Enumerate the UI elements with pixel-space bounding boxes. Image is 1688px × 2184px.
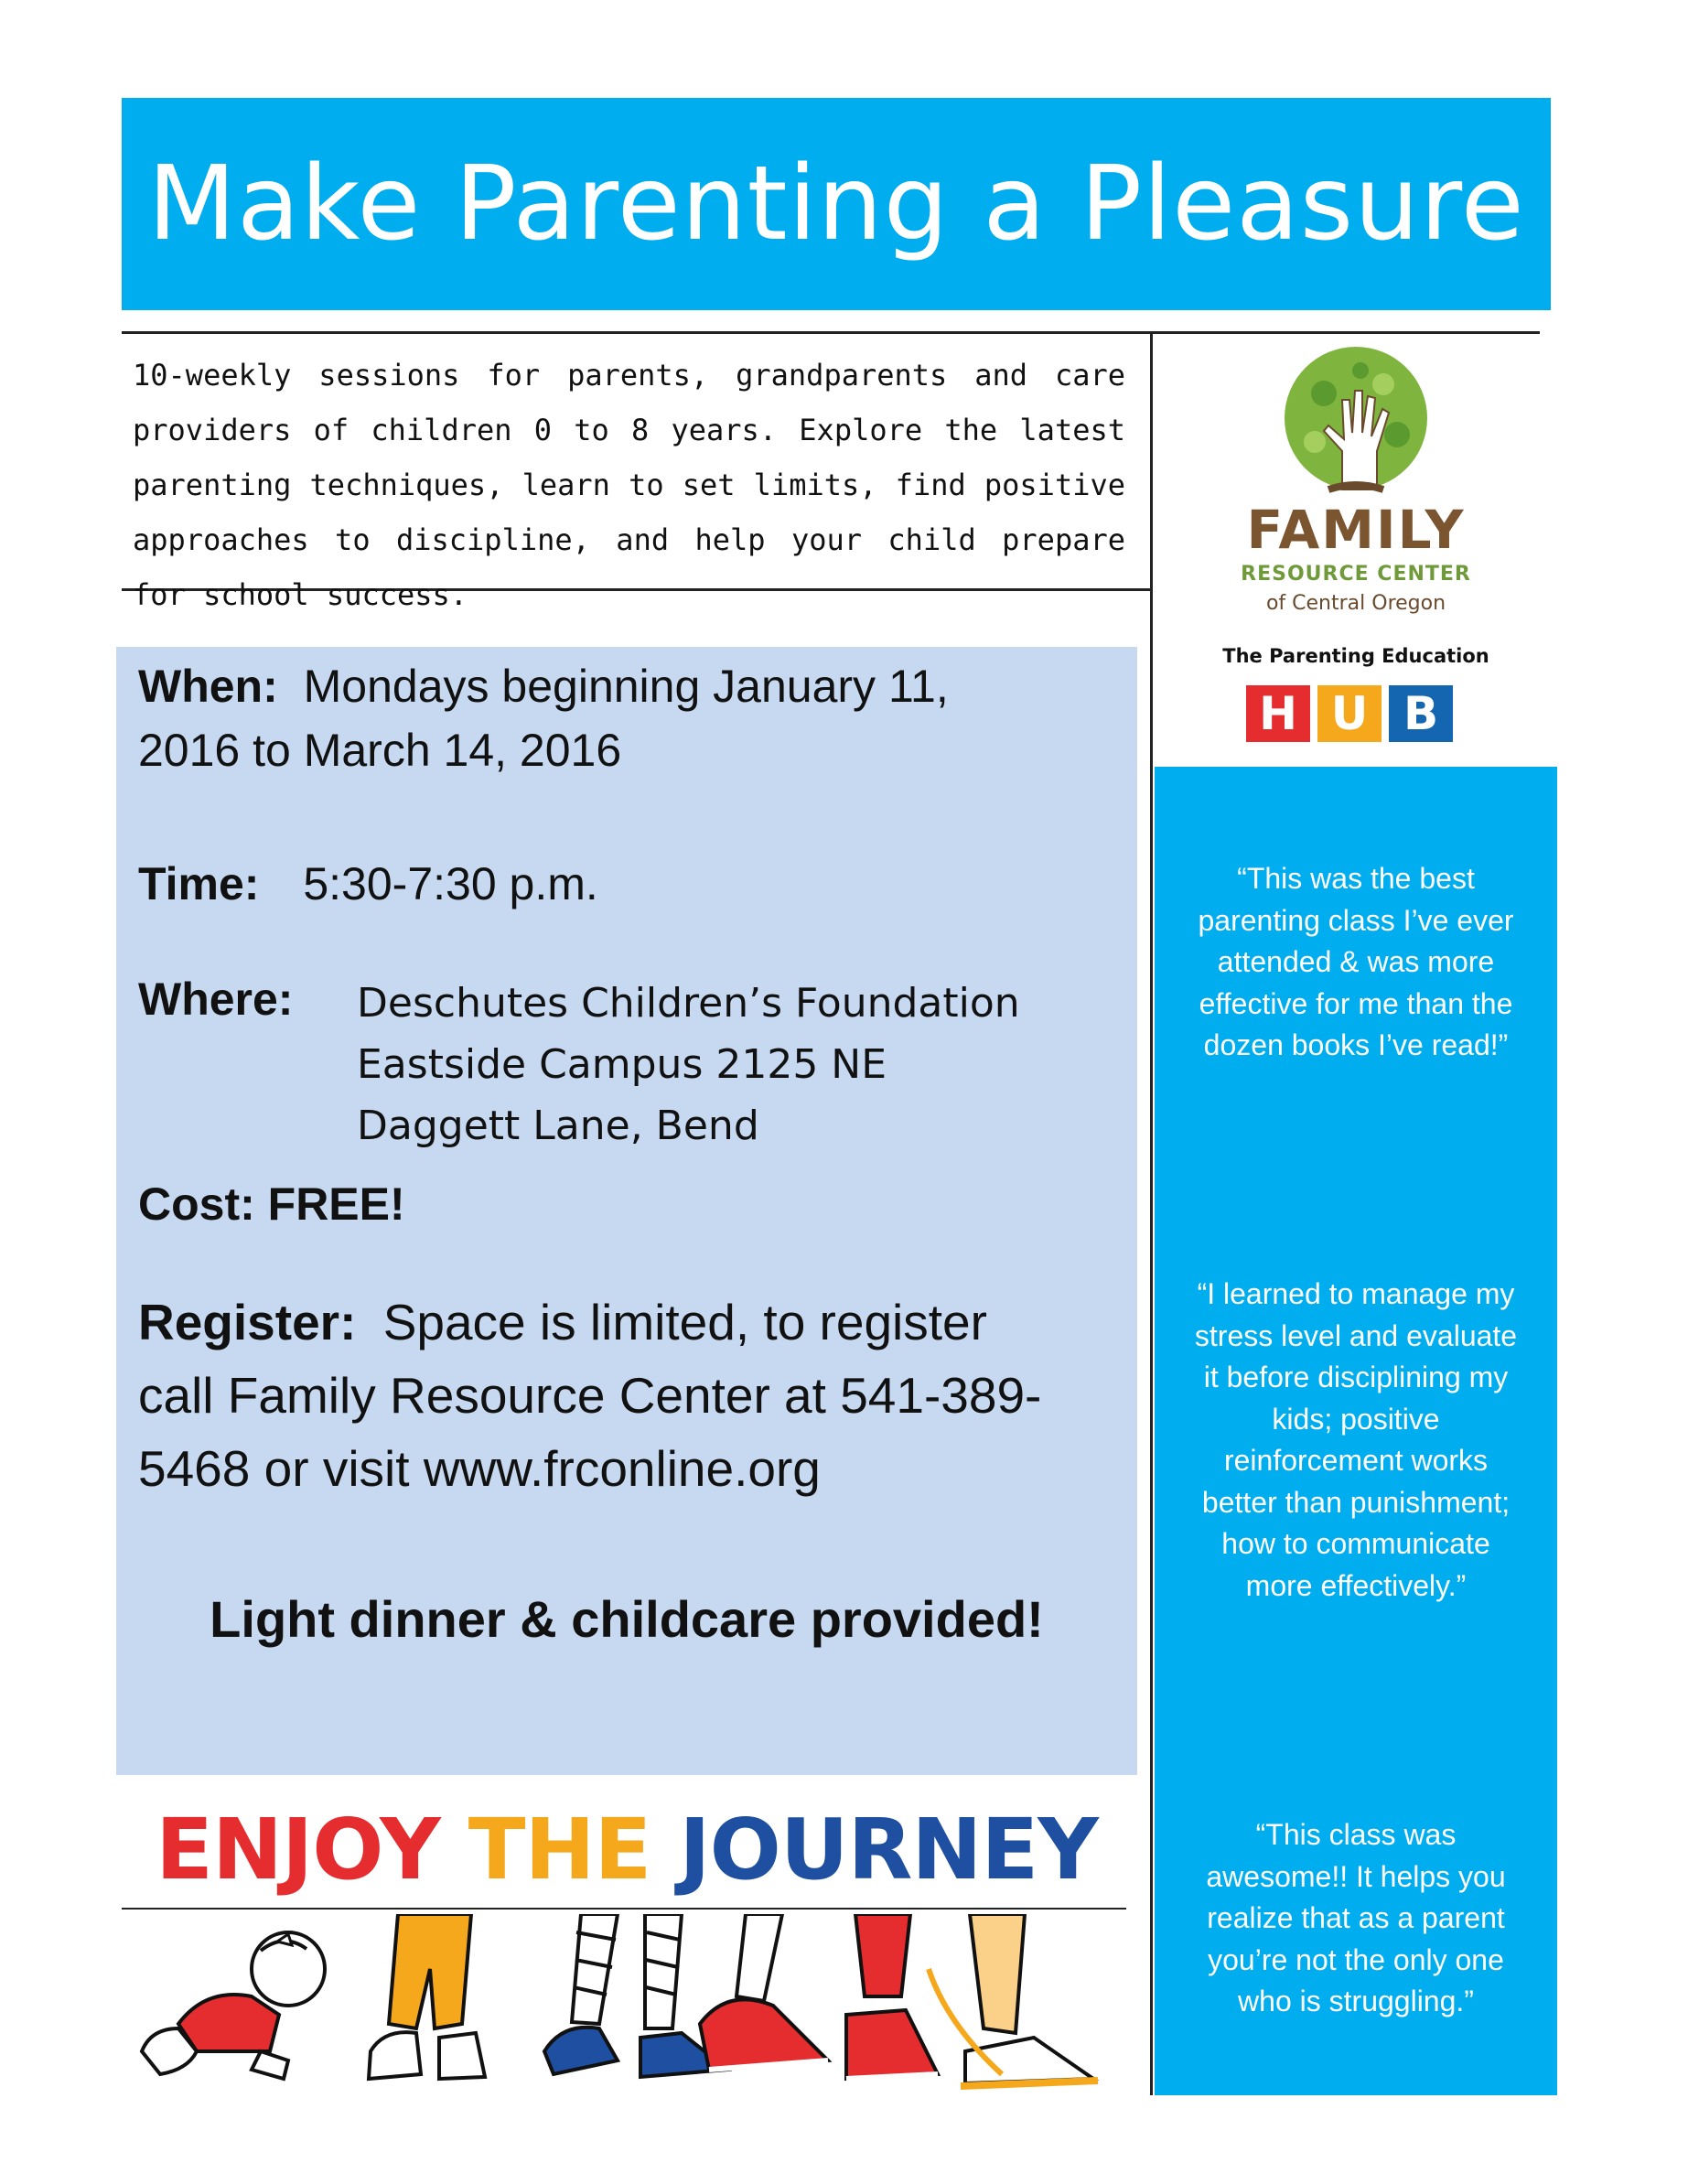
toddler-legs-icon — [369, 1914, 485, 2079]
journey-word-journey: JOURNEY — [679, 1801, 1098, 1899]
title-banner — [122, 98, 1551, 310]
hub-logo — [1246, 685, 1453, 742]
time-row — [138, 857, 598, 910]
cost-line: Cost: FREE! — [138, 1178, 405, 1230]
baby-icon — [142, 1932, 325, 2079]
column-divider — [1150, 331, 1153, 2095]
hub-letter-h: H — [1246, 685, 1310, 742]
where-line-2: Eastside Campus 2125 NE — [357, 1041, 887, 1088]
flip-flop-leg-icon — [929, 1914, 1098, 2086]
enjoy-the-journey-heading — [119, 1801, 1134, 1899]
register-line-2: call Family Resource Center at 541-389- — [138, 1367, 1042, 1424]
when-row — [138, 660, 949, 713]
journey-word-enjoy: ENJOY — [156, 1801, 440, 1899]
walking-feet-illustration — [124, 1914, 1130, 2097]
testimonials-column — [1155, 767, 1557, 2095]
register-line-1: Space is limited, to register — [382, 1294, 987, 1350]
frc-resource-center-text: RESOURCE CENTER — [1241, 563, 1471, 586]
when-label: When: — [138, 661, 278, 712]
time-value: 5:30-7:30 p.m. — [303, 858, 598, 909]
dinner-childcare-note: Light dinner & childcare provided! — [210, 1590, 1044, 1648]
frc-central-oregon-text: of Central Oregon — [1265, 592, 1446, 615]
frc-logo — [1155, 343, 1557, 764]
where-label: Where: — [138, 974, 294, 1025]
top-rule — [122, 331, 1540, 334]
where-line-1: Deschutes Children’s Foundation — [357, 980, 1020, 1027]
frc-family-text: FAMILY — [1246, 499, 1466, 561]
journey-underline — [122, 1908, 1126, 1910]
when-value-line2: 2016 to March 14, 2016 — [138, 725, 622, 776]
info-box — [116, 647, 1137, 1775]
when-value-line1: Mondays beginning January 11, — [303, 661, 949, 712]
sneakers-icon — [700, 1914, 938, 2079]
journey-word-the: THE — [468, 1801, 651, 1899]
testimonial-1: “This was the best parenting class I’ve ever attended & was more effective for me than the dozen books I’ve read!” — [1198, 862, 1514, 1061]
testimonial-3: “This class was awesome!! It helps you realize that as a parent you’re not the only one who is struggling.” — [1206, 1818, 1506, 2017]
intro-text: 10-weekly sessions for parents, grandparents and care providers of children 0 to 8 years. Explore the latest parenting techniques, learn to set limits, find positive approaches to discipline, and help your child prepare for school success. — [133, 358, 1125, 612]
register-row — [138, 1293, 987, 1351]
tree-hand-icon — [1155, 343, 1557, 499]
hub-caption: The Parenting Education — [1222, 645, 1489, 667]
where-line-3: Daggett Lane, Bend — [357, 1103, 759, 1149]
register-line-3: 5468 or visit www.frconline.org — [138, 1440, 821, 1497]
page-title: Make Parenting a Pleasure — [147, 145, 1525, 264]
hub-letter-b: B — [1389, 685, 1453, 742]
testimonial-2: “I learned to manage my stress level and evaluate it before disciplining my kids; positive reinforcement works better than punishment; how to communicate more effectively.” — [1194, 1277, 1518, 1602]
striped-legs-icon — [544, 1914, 727, 2077]
register-label: Register: — [138, 1294, 357, 1350]
hub-letter-u: U — [1317, 685, 1382, 742]
time-label: Time: — [138, 858, 260, 909]
